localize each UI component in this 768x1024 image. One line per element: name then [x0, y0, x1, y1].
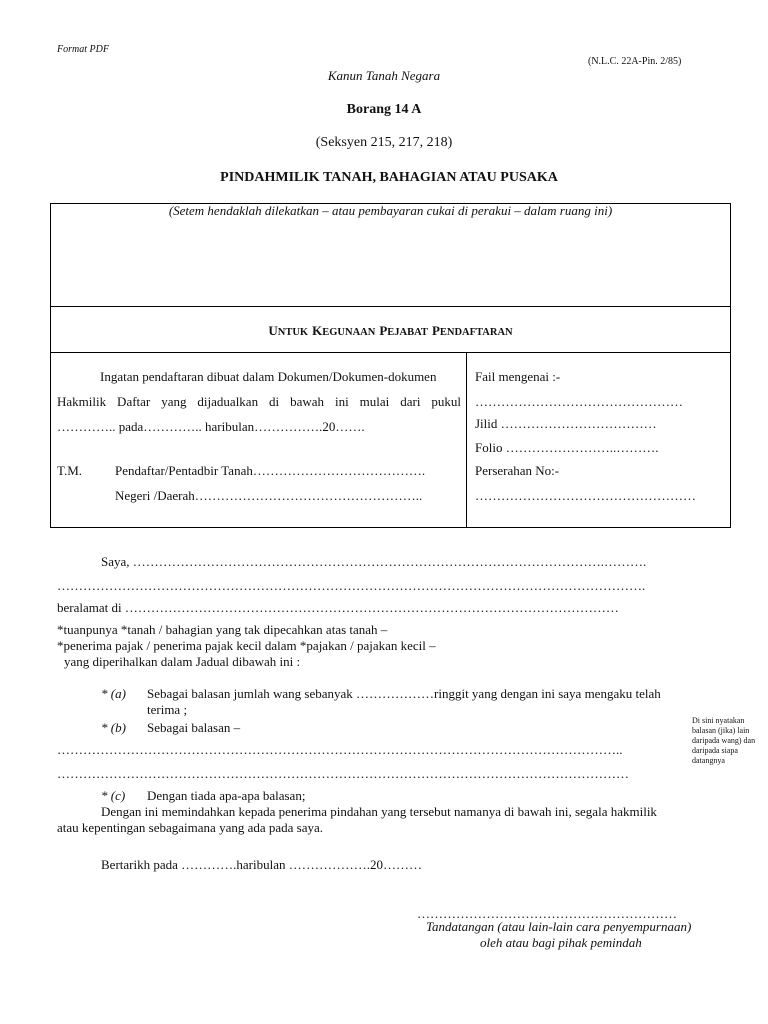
heading-rest: EJABAT [387, 327, 428, 338]
option-a-line2: terima ; [147, 702, 188, 717]
side-note: Di sini nyatakan balasan (jika) lain daripada wang) dan daripada siapa datangnya [692, 716, 756, 765]
signature-caption1: Tandatangan (atau lain-lain cara penyempurnaan) [426, 919, 692, 934]
option-a-label: * (a) [101, 686, 126, 701]
stamp-note: (Setem hendaklah dilekatkan – atau pembayaran cukai di perakui – dalam ruang ini) [168, 203, 613, 218]
registry-heading [50, 322, 731, 340]
owner-line3: yang diperihalkan dalam Jadual dibawah ini : [64, 654, 301, 669]
tm-label: T.M. [57, 463, 83, 478]
date-line: Bertarikh pada ………….haribulan ……………….20……… [101, 857, 422, 872]
presentation-no-label: Perserahan No:- [475, 463, 560, 478]
owner-line2: *penerima pajak / penerima pajak kecil dalam *pajakan / pajakan kecil – [57, 638, 436, 653]
divider [466, 352, 467, 528]
volume-line: Jilid ……………………………… [475, 416, 657, 431]
option-b-text: Sebagai balasan – [147, 720, 241, 735]
main-title: PINDAHMILIK TANAH, BAHAGIAN ATAU PUSAKA [220, 170, 558, 185]
dotted-line: ………………………………………………………………………………………………………………….. [57, 742, 623, 757]
owner-line1: *tuanpunya *tanah / bahagian yang tak dipecahkan atas tanah – [57, 622, 388, 637]
signature-line: …………………………………………………… [417, 906, 677, 921]
heading-rest: NTUK [277, 327, 309, 338]
heading-rest: EGUNAAN [322, 327, 376, 338]
transfer-line2: atau kepentingan sebagaimana yang ada pada saya. [57, 820, 324, 835]
presentation-no-dots: …………………………………………… [475, 488, 696, 503]
registration-memo-line3: ………….. pada………….. haribulan…………….20……. [57, 419, 365, 434]
format-label: Format PDF [57, 44, 109, 55]
option-c-mark [101, 788, 125, 804]
form-title: Borang 14 A [346, 102, 422, 117]
registration-memo-line2: Hakmilik Daftar yang dijadualkan di bawah ini mulai dari pukul [57, 394, 461, 409]
option-c-text: Dengan tiada apa-apa balasan; [147, 788, 306, 803]
option-c-label: * (c) [101, 788, 126, 803]
heading-cap: U [268, 323, 278, 338]
sections-reference: (Seksyen 215, 217, 218) [315, 135, 453, 150]
act-title: Kanun Tanah Negara [327, 68, 441, 83]
heading-cap: P [431, 323, 440, 338]
option-a-line1: Sebagai balasan jumlah wang sebanyak ………………ringgit yang dengan ini saya mengaku telah [147, 686, 661, 701]
dotted-line: …………………………………………………………………………………………………………………… [57, 766, 629, 781]
option-b-mark [101, 720, 126, 736]
stamp-area [51, 222, 730, 304]
form-reference: (N.L.C. 22A-Pin. 2/85) [588, 56, 682, 67]
folio-line: Folio ……………………..………. [475, 440, 659, 455]
registration-memo-line1: Ingatan pendaftaran dibuat dalam Dokumen/Dokumen-dokumen [100, 369, 437, 384]
file-dots: ………………………………………… [475, 394, 683, 409]
state-district-line: Negeri /Daerah…………………………………………….. [115, 488, 423, 503]
transfer-line1: Dengan ini memindahkan kepada penerima pindahan yang tersebut namanya di bawah ini, segala hakmilik [101, 804, 657, 819]
dotted-line: ………………………………………………………………………………………………………………………. [57, 578, 646, 593]
heading-cap: P [379, 323, 388, 338]
signature-caption2: oleh atau bagi pihak pemindah [480, 935, 642, 950]
option-b-label: * (b) [101, 720, 126, 735]
divider [50, 352, 731, 353]
heading-cap: K [312, 323, 323, 338]
file-label: Fail mengenai :- [475, 369, 561, 384]
divider [50, 306, 731, 307]
address-line: beralamat di …………………………………………………………………………………………………… [57, 600, 619, 615]
option-a-mark [101, 686, 126, 702]
heading-rest: ENDAFTARAN [439, 327, 513, 338]
saya-line: Saya, ……………………………………………………………………………………………….………. [101, 554, 647, 569]
registrar-line: Pendaftar/Pentadbir Tanah…………………………………. [115, 463, 426, 478]
